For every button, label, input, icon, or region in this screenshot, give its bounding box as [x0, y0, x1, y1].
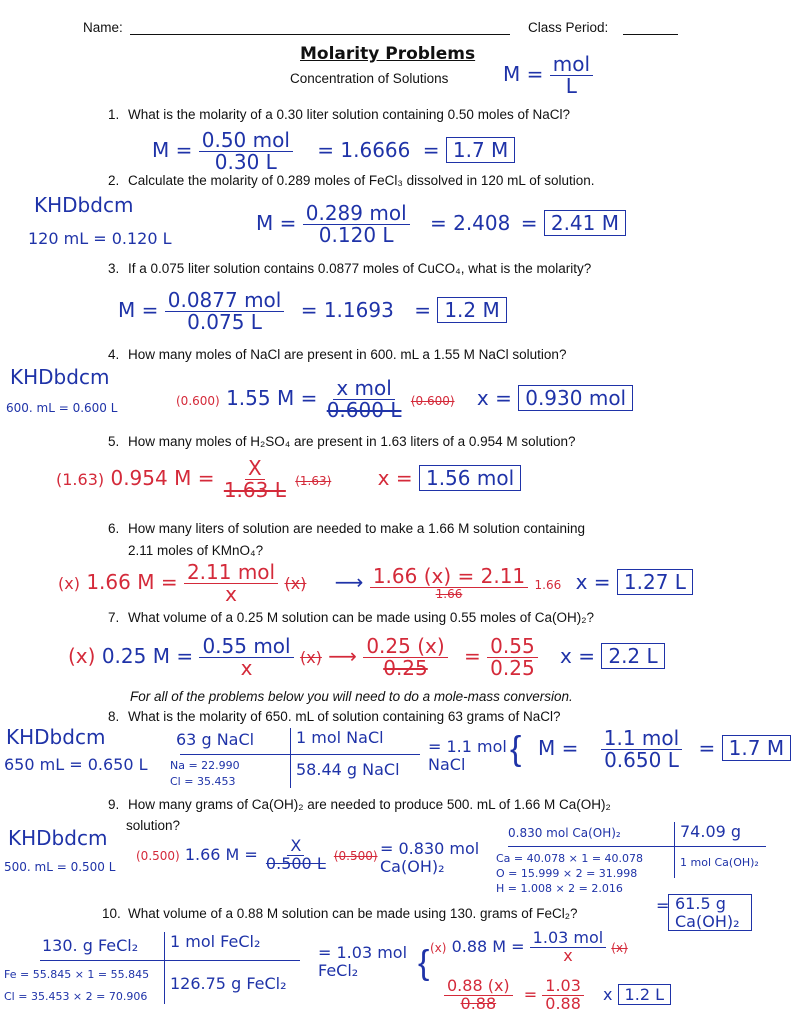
question-4: 4. How many moles of NaCl are present in 600. mL a 1.55 M NaCl solution? [108, 347, 567, 362]
q9-work: (0.500) 1.66 M = $\frac{X}{0.500 L}$ (0.500) [136, 836, 378, 873]
q4-khd: KHDbdcm [10, 365, 110, 389]
q10-cl-mass: Cl = 35.453 × 2 = 70.906 [4, 990, 148, 1003]
question-9-line-2: solution? [126, 818, 181, 833]
question-6: 6. How many liters of solution are needed to make a 1.66 M solution containing [108, 521, 586, 536]
q10-work: (x) 0.88 M = $\frac{\text{1.03 mol}}{x}$ (x) [430, 928, 628, 965]
q9-ca-mass: Ca = 40.078 × 1 = 40.078 [496, 852, 644, 865]
q9-khd: KHDbdcm [8, 826, 108, 850]
q4-conversion: 600. mL = 0.600 L [6, 401, 118, 415]
q10-top-left: 130. g FeCl₂ [42, 936, 139, 955]
page-title: Molarity Problems [300, 44, 476, 64]
q10-top-right: 1 mol FeCl₂ [170, 932, 261, 951]
name-line [130, 34, 510, 35]
q9-h-mass: H = 1.008 × 2 = 2.016 [496, 882, 623, 895]
q8-na-mass: Na = 22.990 [170, 759, 240, 772]
q7-answer: 2.2 L [601, 643, 664, 669]
q2-khd: KHDbdcm [34, 193, 134, 217]
question-8: 8. What is the molarity of 650. mL of solution containing 63 grams of NaCl? [108, 709, 561, 724]
q10-result: = 1.03 mol FeCl₂ [318, 943, 408, 980]
q8-conversion: 650 mL = 0.650 L [4, 755, 148, 774]
q9-o-mass: O = 15.999 × 2 = 31.998 [496, 867, 638, 880]
q10-bottom-right: 126.75 g FeCl₂ [170, 974, 287, 993]
q2-answer: 2.41 M [544, 210, 626, 236]
q2-conversion: 120 mL = 0.120 L [28, 229, 172, 248]
q7-work: (x) 0.25 M = $\frac{\text{0.55 mol}}{x}$ (x) ⟶ $\frac{0.25 (x)}{0.25}$ = $\frac{0.55}{0.25}$ x = 2.2 L [68, 636, 665, 679]
q6-work: (x) 1.66 M = $\frac{\text{2.11 mol}}{x}$ (x) ⟶ $\frac{1.66 (x) = 2.11}{1.66}$ 1.66 x = 1.27 L [58, 562, 693, 605]
q1-answer: 1.7 M [446, 137, 515, 163]
question-3: 3. If a 0.075 liter solution contains 0.0877 moles of CuCO₄, what is the molarity? [108, 261, 592, 276]
q8-cl-mass: Cl = 35.453 [170, 775, 236, 788]
q10-dimension-hline [40, 960, 300, 961]
q8-dimension-hline [180, 754, 420, 755]
q8-brace: { [510, 730, 522, 768]
question-5: 5. How many moles of H₂SO₄ are present in 1.63 liters of a 0.954 M solution? [108, 434, 576, 449]
q8-answer: 1.7 M [722, 735, 791, 761]
question-1: 1. What is the molarity of a 0.30 liter solution containing 0.50 moles of NaCl? [108, 107, 570, 122]
page-subtitle: Concentration of Solutions [290, 71, 449, 86]
q5-work: (1.63) 0.954 M = $\frac{X}{1.63 L}$ (1.63) x = 1.56 mol [56, 458, 521, 501]
q2-work: M = $\frac{\text{0.289 mol}}{0.120 L}$ = 2.408 = 2.41 M [256, 203, 626, 246]
question-2: 2. Calculate the molarity of 0.289 moles of FeCl₃ dissolved in 120 mL of solution. [108, 173, 595, 188]
q9-answer-eq: = [656, 896, 670, 915]
class-period-label: Class Period: [528, 20, 609, 35]
q9-conversion: 500. mL = 0.500 L [4, 860, 116, 874]
instructions: For all of the problems below you will need to do a mole-mass conversion. [130, 689, 573, 704]
q9-answer: 61.5 g Ca(OH)₂ [668, 894, 752, 931]
q5-answer: 1.56 mol [419, 465, 521, 491]
q4-answer: 0.930 mol [518, 385, 633, 411]
q9-bottom-right: 1 mol Ca(OH)₂ [680, 856, 759, 869]
q8-top-right: 1 mol NaCl [296, 728, 384, 747]
q3-answer: 1.2 M [437, 297, 506, 323]
q8-khd: KHDbdcm [6, 725, 106, 749]
class-period-line [623, 34, 678, 35]
question-10: 10. What volume of a 0.88 M solution can be made using 130. grams of FeCl₂? [102, 906, 578, 921]
q8-result: = 1.1 mol NaCl [428, 737, 507, 774]
q6-answer: 1.27 L [617, 569, 693, 595]
q10-dimension-vline [164, 932, 165, 1004]
q8-dimension-vline [290, 728, 291, 788]
q10-answer: 1.2 L [618, 984, 671, 1005]
q9-top-left: 0.830 mol Ca(OH)₂ [508, 826, 621, 840]
formula-note: M = $\frac{\text{mol}}{L}$ [503, 54, 593, 97]
q9-dimension-vline [674, 822, 675, 878]
q10-brace: { [418, 944, 430, 982]
q3-work: M = $\frac{\text{0.0877 mol}}{0.075 L}$ = 1.1693 = 1.2 M [118, 290, 507, 333]
q10-fe-mass: Fe = 55.845 × 1 = 55.845 [4, 968, 150, 981]
q9-dimension-hline [508, 846, 766, 847]
question-6-line-2: 2.11 moles of KMnO₄? [128, 543, 264, 558]
q9-top-right: 74.09 g [680, 822, 742, 841]
q1-work: M = $\frac{\text{0.50 mol}}{0.30 L}$ = 1.6666 = 1.7 M [152, 130, 515, 173]
q8-work: M = $\frac{\text{1.1 mol}}{0.650 L}$ = 1.7 M [538, 728, 791, 771]
q8-bottom-right: 58.44 g NaCl [296, 760, 400, 779]
question-9: 9. How many grams of Ca(OH)₂ are needed to produce 500. mL of 1.66 M Ca(OH)₂ [108, 797, 611, 812]
question-7: 7. What volume of a 0.25 M solution can be made using 0.55 moles of Ca(OH)₂? [108, 610, 594, 625]
name-label: Name: [83, 20, 123, 35]
q8-top-left: 63 g NaCl [176, 730, 255, 749]
q10-step: $\frac{0.88 (x)}{0.88}$ = $\frac{1.03}{0.88}$ x 1.2 L [444, 978, 671, 1013]
q9-result: = 0.830 mol Ca(OH)₂ [380, 839, 480, 876]
q4-work: (0.600) 1.55 M = $\frac{\text{x mol}}{0.600 L}$ (0.600) x = 0.930 mol [176, 378, 633, 421]
